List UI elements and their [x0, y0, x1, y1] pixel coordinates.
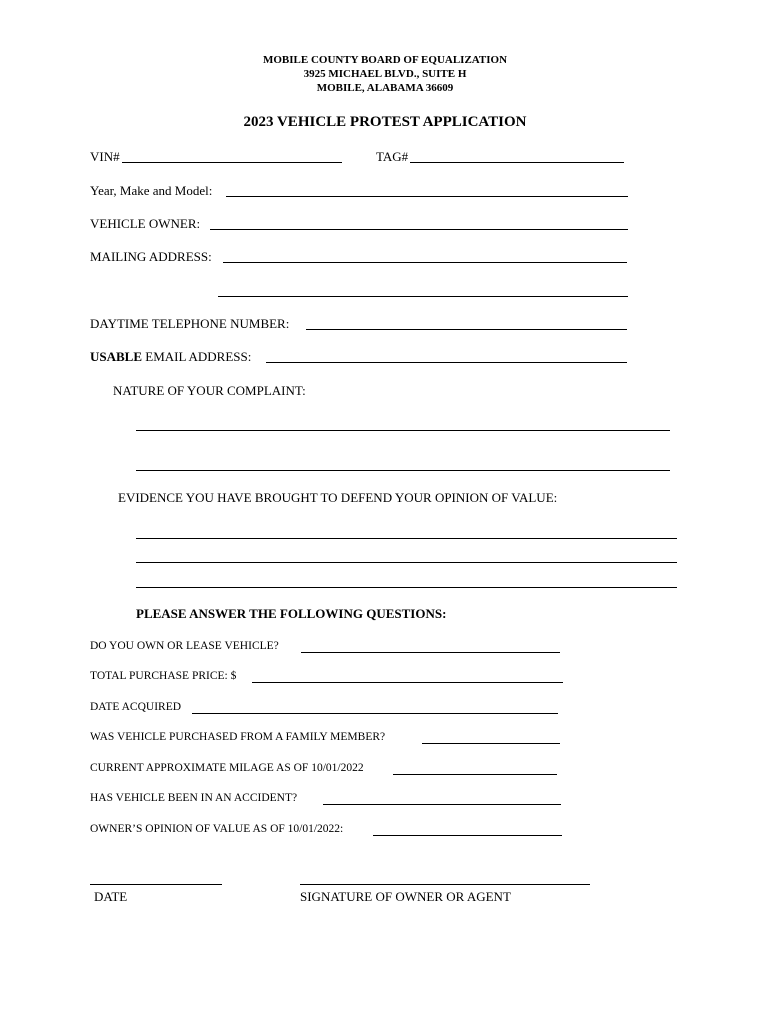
own-or-lease-field[interactable] — [301, 652, 560, 653]
accident-field[interactable] — [323, 804, 561, 805]
email-field[interactable] — [266, 362, 627, 363]
family-member-field[interactable] — [422, 743, 560, 744]
evidence-label: EVIDENCE YOU HAVE BROUGHT TO DEFEND YOUR OPINION OF VALUE: — [118, 490, 558, 505]
daytime-phone-field[interactable] — [306, 329, 627, 330]
mailing-address-label: MAILING ADDRESS: — [90, 249, 212, 264]
signature-label: SIGNATURE OF OWNER OR AGENT — [300, 889, 511, 904]
family-member-question: WAS VEHICLE PURCHASED FROM A FAMILY MEMBER? — [90, 731, 386, 743]
vin-label: VIN# — [90, 149, 120, 164]
purchase-price-question: TOTAL PURCHASE PRICE: $ — [90, 670, 237, 682]
own-or-lease-question: DO YOU OWN OR LEASE VEHICLE? — [90, 640, 279, 652]
questions-heading: PLEASE ANSWER THE FOLLOWING QUESTIONS: — [136, 606, 447, 621]
mileage-field[interactable] — [393, 774, 557, 775]
vehicle-owner-field[interactable] — [210, 229, 628, 230]
date-acquired-question: DATE ACQUIRED — [90, 701, 182, 713]
year-make-model-label: Year, Make and Model: — [90, 183, 213, 198]
complaint-field-line2[interactable] — [136, 470, 670, 471]
email-usable-emphasis: USABLE — [90, 349, 143, 364]
form-title: 2023 VEHICLE PROTEST APPLICATION — [243, 114, 527, 130]
org-name: MOBILE COUNTY BOARD OF EQUALIZATION — [262, 54, 508, 66]
nature-of-complaint-label: NATURE OF YOUR COMPLAINT: — [113, 383, 306, 398]
complaint-field-line1[interactable] — [136, 430, 670, 431]
date-label: DATE — [94, 889, 128, 904]
year-make-model-field[interactable] — [226, 196, 628, 197]
tag-label: TAG# — [376, 149, 409, 164]
accident-question: HAS VEHICLE BEEN IN AN ACCIDENT? — [90, 792, 298, 804]
purchase-price-field[interactable] — [252, 682, 563, 683]
evidence-field-line2[interactable] — [136, 562, 677, 563]
mailing-address-field-line2[interactable] — [218, 296, 628, 297]
date-acquired-field[interactable] — [192, 713, 558, 714]
org-city: MOBILE, ALABAMA 36609 — [316, 82, 454, 94]
tag-field[interactable] — [410, 162, 624, 163]
email-label — [90, 350, 251, 363]
mailing-address-field-line1[interactable] — [223, 262, 627, 263]
date-signature-line[interactable] — [90, 884, 222, 885]
owner-signature-line[interactable] — [300, 884, 590, 885]
vehicle-owner-label: VEHICLE OWNER: — [90, 216, 201, 231]
opinion-of-value-field[interactable] — [373, 835, 562, 836]
evidence-field-line3[interactable] — [136, 587, 677, 588]
opinion-of-value-question: OWNER’S OPINION OF VALUE AS OF 10/01/2022: — [90, 823, 344, 835]
mileage-question: CURRENT APPROXIMATE MILAGE AS OF 10/01/2022 — [90, 762, 364, 774]
email-label-text: EMAIL ADDRESS: — [142, 349, 252, 364]
vin-field[interactable] — [122, 162, 342, 163]
evidence-field-line1[interactable] — [136, 538, 677, 539]
daytime-phone-label: DAYTIME TELEPHONE NUMBER: — [90, 316, 290, 331]
org-street: 3925 MICHAEL BLVD., SUITE H — [303, 68, 467, 80]
